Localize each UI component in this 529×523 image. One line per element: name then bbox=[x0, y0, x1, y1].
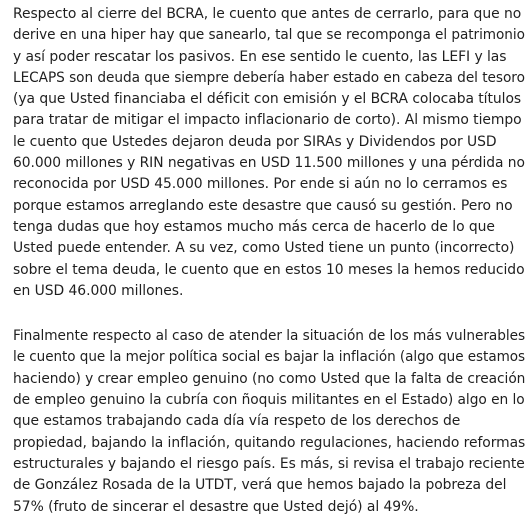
text-line: tenga dudas que hoy estamos mucho más cerca de hacerlo de lo que bbox=[13, 218, 495, 235]
text-line: 60.000 millones y RIN negativas en USD 11.500 millones y una pérdida no bbox=[13, 155, 525, 172]
text-line: Respecto al cierre del BCRA, le cuento que antes de cerrarlo, para que no bbox=[13, 6, 522, 22]
text-line: reconocida por USD 45.000 millones. Por ende si aún no lo cerramos es bbox=[13, 176, 508, 193]
text-line: que estamos trabajando cada día vía respeto de los derechos de bbox=[13, 413, 461, 430]
text-line: Usted puede entender. A su vez, como Usted tiene un punto (incorrecto) bbox=[13, 240, 515, 257]
text-line: en USD 46.000 millones. bbox=[13, 282, 184, 299]
text-line: para tratar de mitigar el impacto inflacionario de corto). Al mismo tiempo bbox=[13, 112, 522, 129]
text-line: haciendo) y crear empleo genuino (no como Usted que la falta de creación bbox=[13, 370, 526, 387]
text-line: LECAPS son deuda que siempre debería haber estado en cabeza del tesoro bbox=[13, 69, 525, 86]
text-line: (ya que Usted financiaba el déficit con emisión y el BCRA colocaba títulos bbox=[13, 91, 522, 108]
text-line: derive en una hiper hay que sanearlo, tal que se recomponga el patrimonio bbox=[13, 27, 525, 44]
text-line: propiedad, bajando la inflación, quitando regulaciones, haciendo reformas bbox=[13, 434, 526, 451]
text-line: Finalmente respecto al caso de atender la situación de los más vulnerables bbox=[13, 328, 526, 345]
text-line: estructurales y bajando el riesgo país. Es más, si revisa el trabajo reciente bbox=[13, 455, 525, 472]
text-line: le cuento que la mejor política social es bajar la inflación (algo que estamos bbox=[13, 349, 525, 366]
text-line: sobre el tema deuda, le cuento que en estos 10 meses la hemos reducido bbox=[13, 261, 525, 278]
paragraph-1 bbox=[13, 4, 523, 302]
text-line: y así poder rescatar los pasivos. En ese sentido le cuento, las LEFI y las bbox=[13, 48, 507, 65]
text-line: de empleo genuino la cubría con ñoquis militantes en el Estado) algo en lo bbox=[13, 392, 525, 409]
paragraph-2 bbox=[13, 326, 526, 518]
text-line: 57% (fruto de sincerar el desastre que Usted dejó) al 49%. bbox=[13, 498, 419, 515]
text-line: le cuento que Ustedes dejaron deuda por SIRAs y Dividendos por USD bbox=[13, 133, 497, 150]
paragraph-spacer bbox=[13, 302, 523, 326]
text-line: porque estamos arreglando este desastre que causó su gestión. Pero no bbox=[13, 197, 513, 214]
text-line: de González Rosada de la UTDT, verá que hemos bajado la pobreza del bbox=[13, 477, 507, 494]
